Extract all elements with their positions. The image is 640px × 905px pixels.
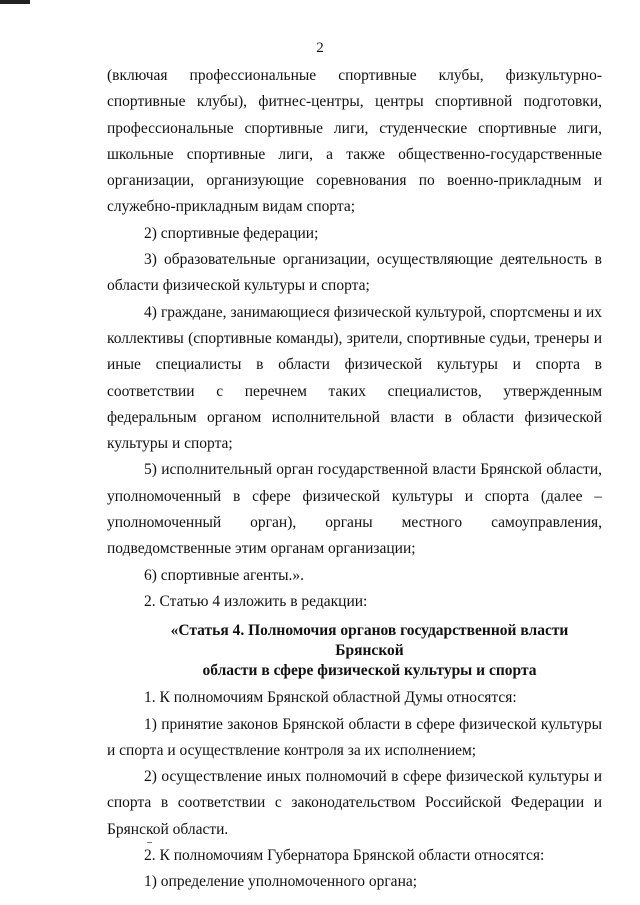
scan-corner-mark — [0, 0, 30, 4]
document-body — [107, 63, 602, 896]
article-heading-line-1: «Статья 4. Полномочия органов государственной власти Брянской — [170, 622, 569, 660]
article-heading — [107, 621, 602, 681]
amendment-item-2: 2. Статью 4 изложить в редакции: — [144, 592, 368, 610]
page-number: 2 — [316, 40, 324, 56]
article-heading-line-2: области в сфере физической культуры и спорта — [202, 662, 537, 680]
article-part-1-item-2: 2) осуществление иных полномочий в сфере физической культуры и спорта в соответствии с законодательством Российской Федерации и Брянской области. — [107, 768, 602, 838]
paragraph-list-continuation: (включая профессиональные спортивные клубы, физкультурно-спортивные клубы), фитнес-центры, центры спортивной подготовки, профессиональные спортивные лиги, студенческие спортивные лиги, школьные спортивные лиги, а также общественно-государственные организации, организующие соревнования по военно-прикладным и служебно-прикладным видам спорта; — [107, 67, 602, 216]
list-item-5: 5) исполнительный орган государственной власти Брянской области, уполномоченный в сфере физической культуры и спорта (далее – уполномоченный орган), органы местного самоуправления, подведомственные этим органам организации; — [107, 461, 602, 558]
article-part-1-item-1: 1) принятие законов Брянской области в сфере физической культуры и спорта и осуществление контроля за их исполнением; — [107, 715, 602, 759]
list-item-3: 3) образовательные организации, осуществляющие деятельность в области физической культуры и спорта; — [107, 251, 602, 295]
article-part-1: 1. К полномочиям Брянской областной Думы относятся: — [144, 689, 517, 707]
list-item-6: 6) спортивные агенты.». — [144, 566, 305, 584]
scan-mark — [147, 842, 152, 843]
list-item-4: 4) граждане, занимающиеся физической культурой, спортсмены и их коллективы (спортивные команды), зрители, спортивные судьи, тренеры и иные специалисты в области физической культуры и спорта в соответствии с перечнем таких специалистов, утвержденным федеральным органом исполнительной власти в области физической культуры и спорта; — [107, 303, 602, 453]
article-part-2-item-1: 1) определение уполномоченного органа; — [144, 873, 418, 891]
article-part-2: 2. К полномочиям Губернатора Брянской области относятся: — [144, 847, 545, 865]
list-item-2: 2) спортивные федерации; — [144, 224, 319, 242]
